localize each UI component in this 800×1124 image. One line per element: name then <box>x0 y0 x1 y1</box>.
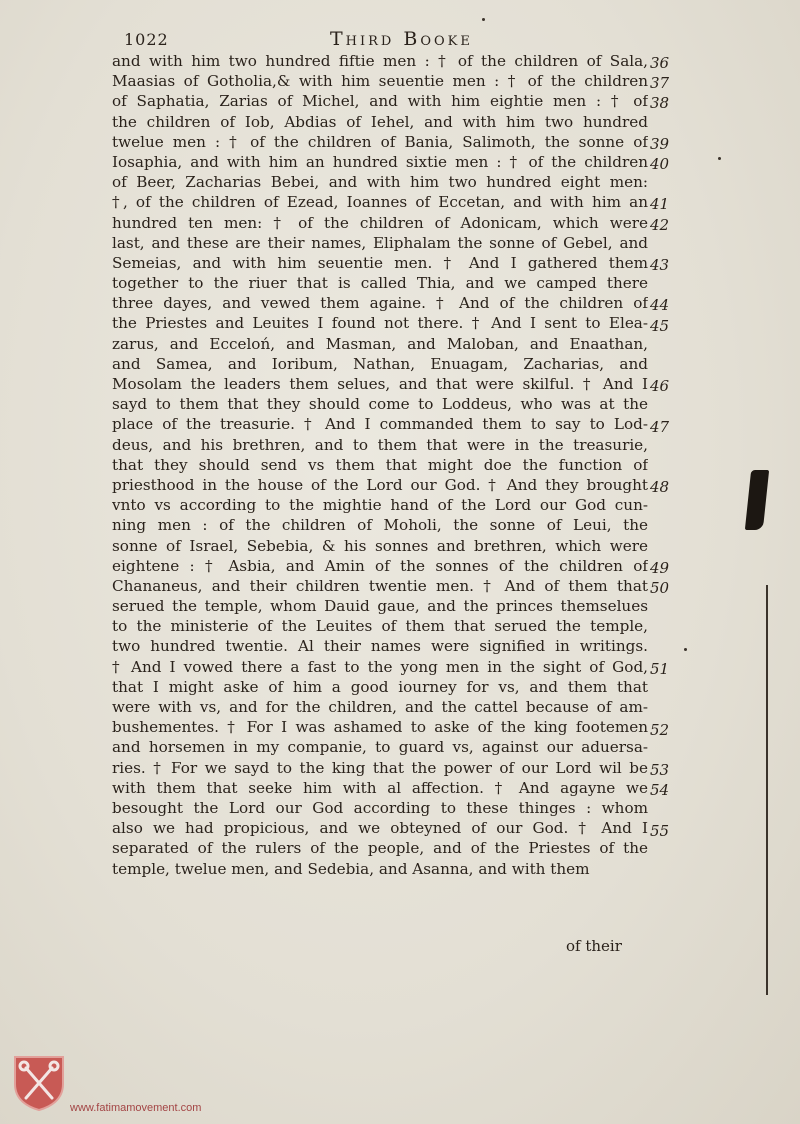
text-line: separated of the rulers of the people, and of the Priestes of the <box>112 839 648 858</box>
text-line: the children of Iob, Abdias of Iehel, and with him two hundred <box>112 112 648 131</box>
text-line: bushementes. † For I was ashamed to aske of the king footemen <box>112 718 648 737</box>
text-line: place of the treasurie. † And I commanded them to say to Lod- <box>112 415 648 434</box>
text-line: vnto vs according to the mightie hand of the Lord our God cun- <box>112 496 648 515</box>
text-line: were with vs, and for the children, and the cattel because of am- <box>112 698 648 716</box>
text-line: and Samea, and Ioribum, Nathan, Enuagam, Zacharias, and <box>112 354 648 373</box>
text-line: twelue men : † of the children of Bania, Salimoth, the sonne of <box>112 132 648 151</box>
papal-keys-shield-icon <box>12 1054 66 1112</box>
text-line: Mosolam the leaders them selues, and that were skilful. † And I <box>112 375 648 393</box>
text-line: together to the riuer that is called Thia, and we camped there <box>112 274 648 293</box>
verse-number: 44 <box>650 296 670 315</box>
text-line: Semeias, and with him seuentie men. † And I gathered them <box>112 253 648 272</box>
text-line: with them that seeke him with al affection. † And agayne we <box>112 778 648 797</box>
text-line: that I might aske of him a good iourney for vs, and them that <box>112 677 648 696</box>
text-line: sayd to them that they should come to Loddeus, who was at the <box>112 395 648 414</box>
text-line: last, and these are their names, Eliphalam the sonne of Gebel, and <box>112 233 648 252</box>
verse-number: 39 <box>650 134 670 153</box>
text-line: deus, and his brethren, and to them that were in the treasurie, <box>112 435 648 454</box>
verse-number: 54 <box>650 781 670 800</box>
verse-number: 41 <box>650 195 670 214</box>
text-line: and horsemen in my companie, to guard vs, against our aduersa- <box>112 738 648 757</box>
text-line: zarus, and Ecceloń, and Masman, and Maloban, and Enaathan, <box>112 334 648 353</box>
text-line: to the ministerie of the Leuites of them that serued the temple, <box>112 617 648 636</box>
verse-number: 45 <box>650 316 670 335</box>
text-line: sonne of Israel, Sebebia, & his sonnes and brethren, which were <box>112 536 648 555</box>
verse-number: 42 <box>650 215 670 234</box>
text-line: Chananeus, and their children twentie men. † And of them that <box>112 576 648 595</box>
verse-number: 43 <box>650 256 670 274</box>
text-line: of Saphatia, Zarias of Michel, and with him eightie men : † of <box>112 92 648 111</box>
verse-number: 36 <box>650 54 670 72</box>
page-header <box>124 26 644 52</box>
verse-number: 51 <box>650 660 670 678</box>
text-line: three dayes, and vewed them againe. † And of the children of <box>112 294 648 313</box>
catchword: of their <box>566 937 622 955</box>
text-line: also we had propicious, and we obteyned of our God. † And I <box>112 819 648 838</box>
text-line: that they should send vs them that might doe the function of <box>112 455 648 474</box>
verse-number: 40 <box>650 155 670 173</box>
ink-speck <box>718 157 721 160</box>
text-line: †, of the children of Ezead, Ioannes of Eccetan, and with him an <box>112 193 648 212</box>
margin-rule <box>766 585 768 995</box>
text-line: priesthood in the house of the Lord our God. † And they brought <box>112 475 648 494</box>
text-line: ning men : of the children of Moholi, the sonne of Leui, the <box>112 516 648 535</box>
verse-number: 47 <box>650 417 670 436</box>
verse-number: 52 <box>650 720 670 739</box>
text-line: serued the temple, whom Dauid gaue, and the princes themselues <box>112 597 648 616</box>
verse-number: 49 <box>650 559 670 577</box>
verse-number: 50 <box>650 579 670 598</box>
page-number: 1022 <box>124 30 169 49</box>
verse-number: 55 <box>650 821 670 840</box>
ink-speck <box>684 648 687 651</box>
text-line: † And I vowed there a fast to the yong men in the sight of God, <box>112 657 648 676</box>
text-line: of Beer, Zacharias Bebei, and with him two hundred eight men: <box>112 173 648 192</box>
verse-number: 48 <box>650 478 670 497</box>
text-line: Maasias of Gotholia,& with him seuentie men : † of the children <box>112 72 648 91</box>
body-text <box>112 51 648 879</box>
running-title: Third Booke <box>330 28 473 50</box>
verse-number: 38 <box>650 94 670 113</box>
ink-speck <box>482 18 485 21</box>
text-line: eightene : † Asbia, and Amin of the sonnes of the children of <box>112 556 648 575</box>
verse-number: 37 <box>650 74 670 93</box>
text-line: ries. † For we sayd to the king that the power of our Lord wil be <box>112 758 648 777</box>
margin-ink-mark <box>745 470 769 530</box>
text-line: Iosaphia, and with him an hundred sixtie men : † of the children <box>112 152 648 171</box>
text-line: and with him two hundred fiftie men : † of the children of Sala, <box>112 52 648 70</box>
text-line: temple, twelue men, and Sedebia, and Asanna, and with them <box>112 859 590 878</box>
website-credit[interactable]: www.fatimamovement.com <box>70 1102 202 1114</box>
text-line: the Priestes and Leuites I found not there. † And I sent to Elea- <box>112 314 648 333</box>
text-line: two hundred twentie. Al their names were signified in writings. <box>112 637 648 656</box>
verse-number: 46 <box>650 377 670 396</box>
verse-number: 53 <box>650 761 670 779</box>
text-line: besought the Lord our God according to these thinges : whom <box>112 798 648 817</box>
text-line: hundred ten men: † of the children of Adonicam, which were <box>112 213 648 232</box>
